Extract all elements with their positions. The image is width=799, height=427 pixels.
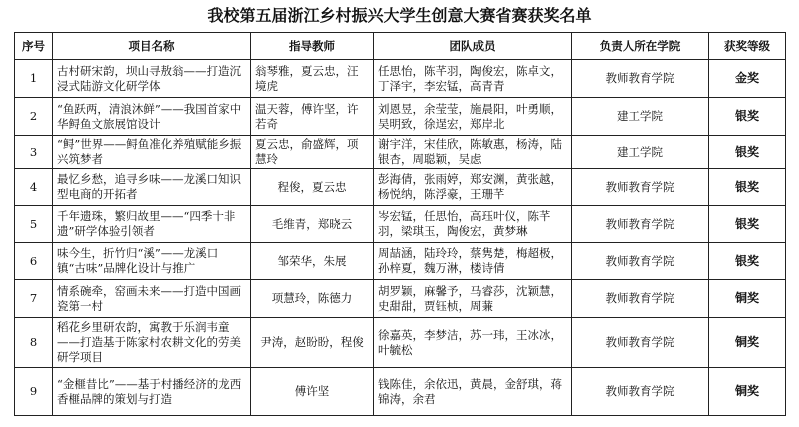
header-no: 序号 <box>15 33 53 60</box>
row-members: 谢宇洋，宋佳欣，陈敏惠，杨涛，陆银杏，周聪颖，吴虑 <box>374 136 572 169</box>
row-teacher: 夏云忠，俞盛辉，项慧玲 <box>251 136 374 169</box>
row-project: 古村研宋韵，坝山寻敖翁——打造沉浸式陆游文化研学体 <box>53 60 251 98</box>
row-no: 6 <box>15 243 53 280</box>
row-teacher: 尹涛，赵盼盼，程俊 <box>251 318 374 368</box>
table-row <box>15 98 786 136</box>
row-project: 稻花乡里研农韵，寓教于乐润韦童——打造基于陈家村农耕文化的劳美研学项目 <box>53 318 251 368</box>
row-project: “鱼跃两，清浪沐鲜”——我国首家中华鲟鱼文旅展馆设计 <box>53 98 251 136</box>
row-teacher: 项慧玲，陈德力 <box>251 280 374 318</box>
award-table <box>14 32 786 416</box>
row-members: 徐嘉英，李梦洁，苏一玮，王冰冰，叶毓松 <box>374 318 572 368</box>
row-school: 教师教育学院 <box>572 318 709 368</box>
row-no: 4 <box>15 169 53 206</box>
header-teacher: 指导教师 <box>251 33 374 60</box>
row-level: 银奖 <box>709 169 786 206</box>
row-members: 周喆涵，陆玲玲，蔡隽楚，梅超极，孙梓夏，魏万淋，楼诗倩 <box>374 243 572 280</box>
row-school: 建工学院 <box>572 136 709 169</box>
row-members: 钱陈佳，余依迅，黄晨，金舒琪，蒋锦涛，余君 <box>374 368 572 416</box>
row-no: 9 <box>15 368 53 416</box>
row-teacher: 程俊，夏云忠 <box>251 169 374 206</box>
row-school: 建工学院 <box>572 98 709 136</box>
row-project: 情系碗牵，窑画未来——打造中国画瓷第一村 <box>53 280 251 318</box>
header-project: 项目名称 <box>53 33 251 60</box>
row-no: 5 <box>15 206 53 243</box>
row-project: 味今生，折竹归“溪”——龙溪口镇“古味”品牌化设计与推广 <box>53 243 251 280</box>
row-level: 银奖 <box>709 243 786 280</box>
row-level: 铜奖 <box>709 368 786 416</box>
row-level: 银奖 <box>709 136 786 169</box>
row-no: 8 <box>15 318 53 368</box>
row-no: 3 <box>15 136 53 169</box>
row-school: 教师教育学院 <box>572 206 709 243</box>
row-school: 教师教育学院 <box>572 280 709 318</box>
table-row <box>15 206 786 243</box>
table-row <box>15 136 786 169</box>
row-members: 彭海倩，张雨婷，郑安渊，黄张越，杨悦纳，陈浮豪，王珊芊 <box>374 169 572 206</box>
row-project: “金榧昔比”——基于村播经济的龙西香榧品牌的策划与打造 <box>53 368 251 416</box>
row-level: 金奖 <box>709 60 786 98</box>
row-teacher: 傅许坚 <box>251 368 374 416</box>
row-level: 银奖 <box>709 206 786 243</box>
page-title: 我校第五届浙江乡村振兴大学生创意大赛省赛获奖名单 <box>207 6 592 25</box>
row-project: “鲟”世界——鲟鱼准化养殖赋能乡振兴筑梦者 <box>53 136 251 169</box>
row-school: 教师教育学院 <box>572 368 709 416</box>
row-members: 刘恩昱，余莹莹，施晨阳，叶勇顺，吴明致，徐逞宏，郑岸北 <box>374 98 572 136</box>
row-school: 教师教育学院 <box>572 60 709 98</box>
table-header-row <box>15 33 786 60</box>
row-no: 7 <box>15 280 53 318</box>
table-row <box>15 368 786 416</box>
row-no: 1 <box>15 60 53 98</box>
row-school: 教师教育学院 <box>572 169 709 206</box>
header-level: 获奖等级 <box>709 33 786 60</box>
row-members: 任思怡，陈芊羽，陶俊宏，陈卓文，丁泽宇，李宏锰，高青青 <box>374 60 572 98</box>
row-teacher: 温天蓉，傅许坚，许若奇 <box>251 98 374 136</box>
row-project: 最忆乡愁，追寻乡味——龙溪口知识型电商的开拓者 <box>53 169 251 206</box>
table-row <box>15 318 786 368</box>
row-school: 教师教育学院 <box>572 243 709 280</box>
table-row <box>15 243 786 280</box>
row-project: 千年遗珠，繁归故里——“四季十非遗”研学体验引领者 <box>53 206 251 243</box>
table-row <box>15 60 786 98</box>
row-teacher: 毛维青，郑晓云 <box>251 206 374 243</box>
table-row <box>15 280 786 318</box>
header-members: 团队成员 <box>374 33 572 60</box>
row-level: 银奖 <box>709 98 786 136</box>
row-teacher: 翁琴雅，夏云忠，汪境虎 <box>251 60 374 98</box>
header-school: 负责人所在学院 <box>572 33 709 60</box>
row-teacher: 邹荣华，朱展 <box>251 243 374 280</box>
row-level: 铜奖 <box>709 318 786 368</box>
row-members: 胡罗颖，麻馨予，马睿莎，沈颖慧，史甜甜，贾钰桢，周蒹 <box>374 280 572 318</box>
row-level: 铜奖 <box>709 280 786 318</box>
row-members: 岑宏锰，任思怡，高珏叶仪，陈芊羽，梁琪玉，陶俊宏，黄梦琳 <box>374 206 572 243</box>
table-row <box>15 169 786 206</box>
row-no: 2 <box>15 98 53 136</box>
